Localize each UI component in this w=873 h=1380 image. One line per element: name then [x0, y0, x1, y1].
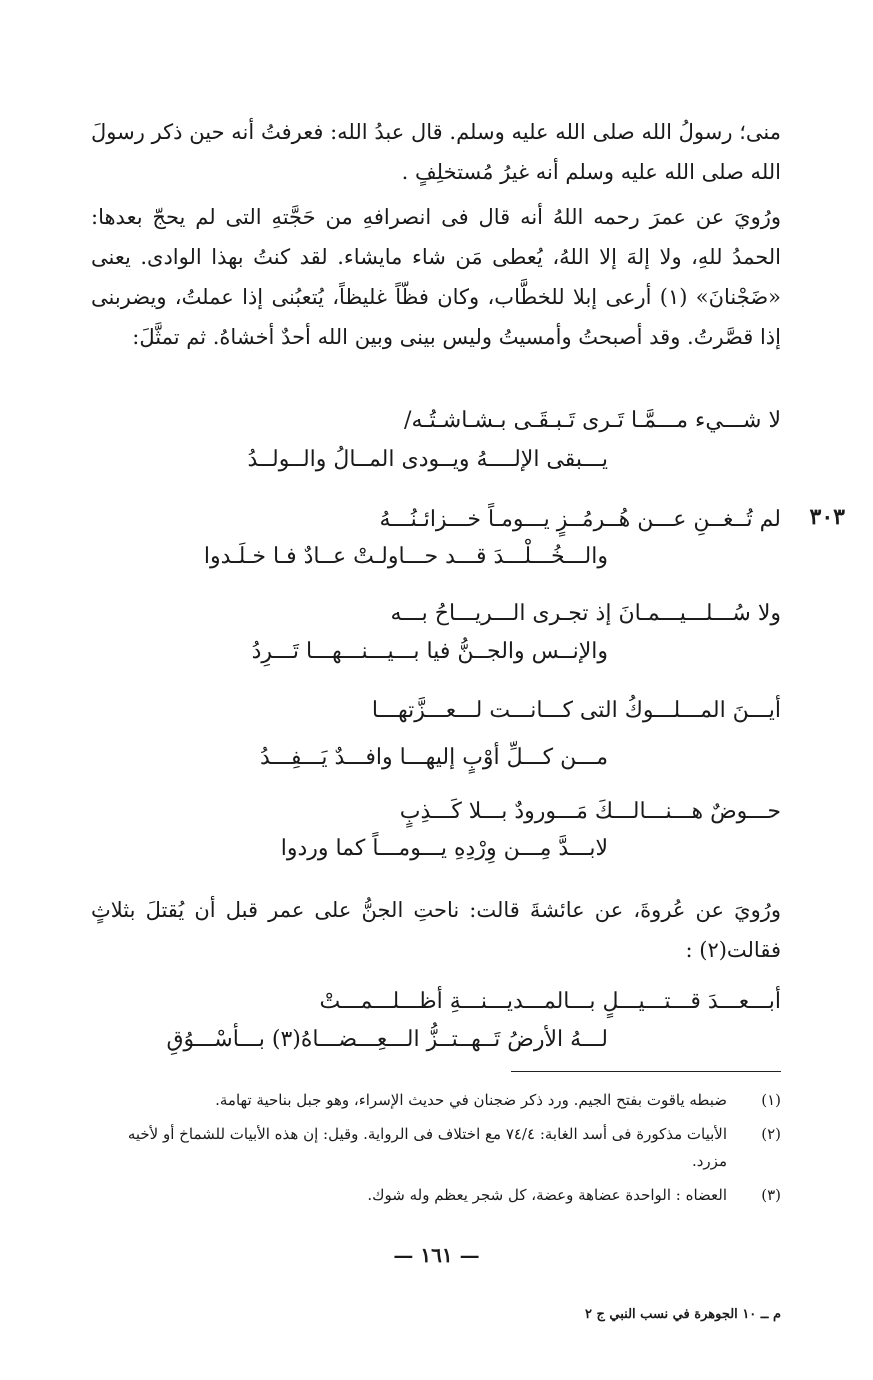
footnotes: [91, 1087, 781, 1216]
paragraph-2: [91, 197, 781, 357]
page-number: — ١٦١ —: [393, 1243, 480, 1267]
footnote-number: (٣): [761, 1186, 781, 1204]
poem-line: لابـــدَّ مِـــن وِرْدِهِ يـــومـــاً كما وردوا: [280, 836, 608, 861]
footnote: [91, 1182, 781, 1209]
paragraph-3-text: ورُويَ عن عُروةَ، عن عائشةَ قالت: ناحتِ الجنُّ على عمر قبل أن يُقتلَ بثلاثٍ فقالت(٢) :: [91, 898, 781, 962]
poem-line: أيـــنَ المـــلـــوكُ التى كـــانـــت لـــعـــزَّتهـــا: [371, 698, 781, 723]
footnote-text: العضاه : الواحدة عضاهة وعضة، كل شجر يعظم وله شوك.: [367, 1186, 727, 1204]
section-number: ٣٠٣: [809, 504, 845, 530]
poem-line: ولا سُـــلـــيـــمـانَ إذ تجـرى الـــريـــاحُ بـــه: [390, 601, 781, 626]
paragraph-3: [91, 890, 781, 970]
paragraph-2-text: ورُويَ عن عمرَ رحمه اللهُ أنه قال فى انصرافهِ من حَجَّتهِ التى لم يحجّ بعدها: الحمدُ للهِ، ولا إلهَ إلا اللهُ، يُعطى مَن شاء مايشاء. لقد كنتُ بهذا الوادى. يعنى «ضَجْنانَ» (١) أرعى إبلا للخطَّاب، وكان فظّاً غليظاً، يُتعبُنى إذا عملتُ، ويضربنى إذا قصَّرتُ. وقد أصبحتُ وأمسيتُ وليس بينى وبين الله أحدٌ أخشاهُ. ثم تمثَّلَ:: [91, 205, 782, 349]
poem-line: والإنــس والجــنُّ فيا بـــيـــنـــهـــا تَـــرِدُ: [251, 639, 608, 664]
footnote: [91, 1121, 781, 1175]
poem-line: لم تُــغــنِ عـــن هُــرمُــزٍ يـــومـاً خـــزائـنُـــهُ: [379, 507, 781, 532]
poem-line: والـــخُـــلْـــدَ قـــد حـــاولـتْ عــادٌ فـا خـلَـدوا: [203, 544, 608, 569]
poem-line: يـــبقى الإلــــهُ ويــودى المــالُ والــولــدُ: [247, 447, 608, 472]
poem-line: لا شـــيء مـــمَّـا تَـرى تَـبـقَـى بـشـاشـتُـه/: [404, 408, 781, 433]
footnote-separator: [511, 1071, 781, 1072]
footnote: [91, 1087, 781, 1114]
paragraph-1: [91, 112, 781, 192]
poem-line: مـــن كـــلِّ أوْبٍ إليهـــا وافـــدٌ يَـــفِـــدُ: [260, 745, 608, 770]
footnote-text: ضبطه ياقوت بفتح الجيم. ورد ذكر ضجنان في حديث الإسراء، وهو جبل بناحية تهامة.: [215, 1091, 727, 1109]
poem-line: حـــوضٌ هـــنـــالـــكَ مَـــورودٌ بـــلا كَـــذِبٍ: [399, 799, 781, 824]
footnote-number: (١): [761, 1091, 781, 1109]
footnote-text: الأبيات مذكورة فى أسد الغابة: ٧٤/٤ مع اختلاف فى الرواية. وقيل: إن هذه الأبيات للشماخ أو لأخيه مزرد.: [127, 1125, 727, 1170]
poem-line: أبـــعـــدَ قـــتـــيـــلٍ بـــالمـــديـــنـــةِ أظـــلـــمـــتْ: [319, 989, 781, 1014]
footnote-number: (٢): [761, 1125, 781, 1143]
paragraph-1-text: منى؛ رسولُ الله صلى الله عليه وسلم. قال عبدُ الله: فعرفتُ أنه حين ذكر رسولَ الله صلى الله عليه وسلم أنه غيرُ مُستخلِفٍ .: [91, 120, 781, 184]
printer-signature: م ــ ١٠ الجوهرة في نسب النبي ج ٢: [584, 1307, 781, 1322]
poem-line: لـــهُ الأرضُ تَــهــتــزُّ الـــعِـــضـــاهُ(٣) بـــأسْـــوُقِ: [166, 1027, 608, 1052]
